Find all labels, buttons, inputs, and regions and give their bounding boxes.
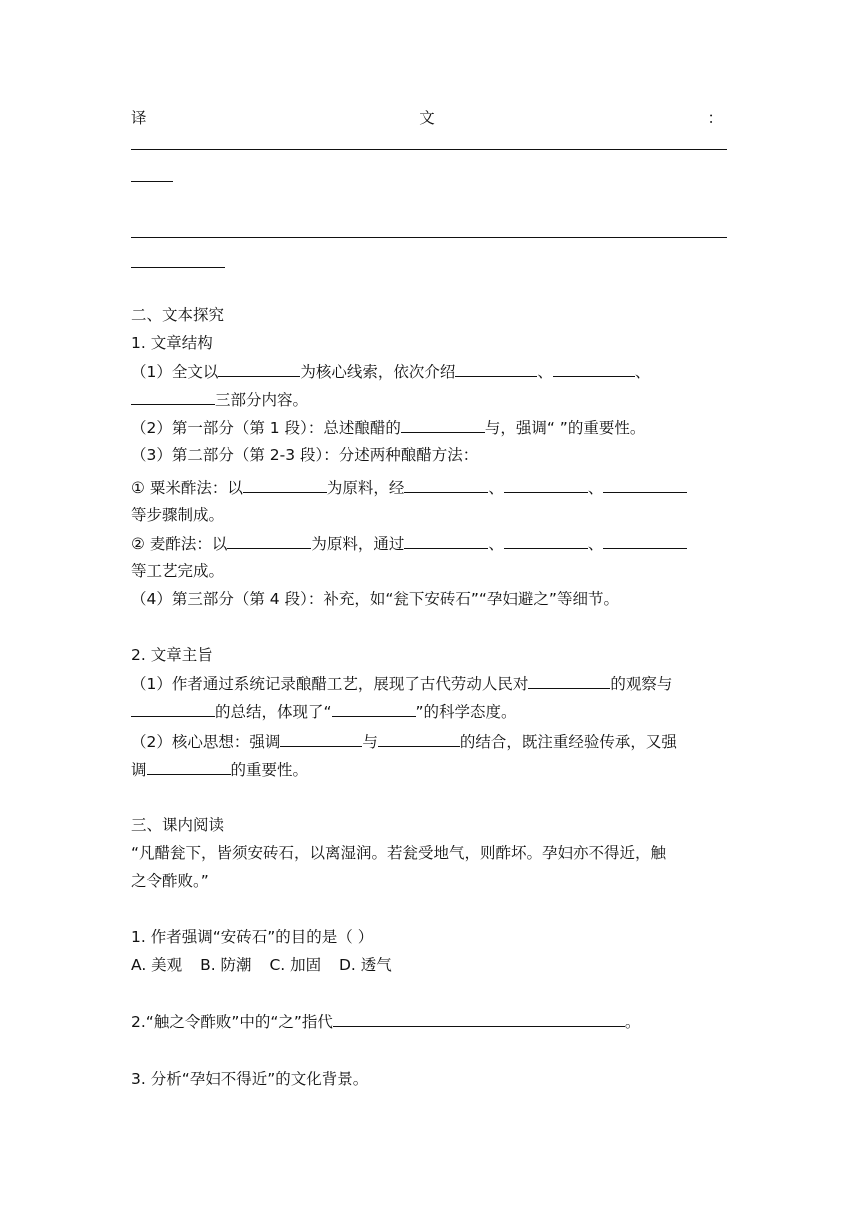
- option-d[interactable]: D. 透气: [339, 956, 392, 974]
- answer-line-2b[interactable]: [131, 266, 225, 268]
- structure-q3: （3）第二部分（第 2-3 段）：分述两种酿醋方法：: [131, 446, 479, 464]
- answer-line-1a[interactable]: [131, 148, 727, 150]
- option-c[interactable]: C. 加固: [269, 956, 322, 974]
- translation-label-colon: ：: [707, 109, 723, 127]
- method1-text-d: 、: [587, 479, 604, 497]
- method1-blank-2[interactable]: [404, 474, 488, 493]
- reading-q1-stem: 1. 作者强调“安砖石”的目的是（ ）: [131, 928, 374, 946]
- method1-line1: [131, 474, 733, 501]
- structure-q1-blank-2[interactable]: [455, 358, 537, 377]
- translation-label-row: [131, 105, 733, 131]
- translation-label-char-1: 译: [131, 109, 147, 127]
- structure-q1-blank-3[interactable]: [553, 358, 635, 377]
- option-a[interactable]: A. 美观: [131, 956, 183, 974]
- theme-q1-text-a: （1）作者通过系统记录酿醋工艺，展现了古代劳动人民对: [131, 675, 529, 693]
- theme-q1-blank-3[interactable]: [332, 698, 416, 717]
- method1-blank-1[interactable]: [243, 474, 327, 493]
- method2-text-b: 为原料，通过: [311, 535, 405, 553]
- method1-text-a: ① 粟米酢法：以: [131, 479, 243, 497]
- structure-q4: （4）第三部分（第 4 段）：补充，如“瓮下安砖石”“孕妇避之”等细节。: [131, 590, 619, 608]
- structure-q2-text-b: 与，强调“ ”的重要性。: [484, 419, 646, 437]
- reading-quote-line1: “凡醋瓮下，皆须安砖石，以离湿润。若瓮受地气，则酢坏。孕妇亦不得近，触: [131, 844, 667, 862]
- reading-q2: [131, 1008, 733, 1035]
- theme-q1-text-b: 的观察与: [610, 675, 673, 693]
- method2-line1: [131, 530, 733, 557]
- theme-q2-text-e: 的重要性。: [230, 761, 309, 779]
- structure-q1-text-b: 为核心线索，依次介绍: [300, 363, 456, 381]
- structure-q1-blank-4[interactable]: [131, 386, 215, 405]
- theme-q2-blank-3[interactable]: [147, 756, 231, 775]
- theme-q2-text-c: 的结合，既注重经验传承，又强: [459, 733, 677, 751]
- structure-q1-line1: [131, 358, 733, 385]
- method1-blank-4[interactable]: [603, 474, 687, 493]
- theme-heading: 2. 文章主旨: [131, 646, 213, 664]
- reading-quote-line2: 之令酢败。”: [131, 872, 209, 890]
- answer-line-1b[interactable]: [131, 180, 173, 182]
- theme-q2-text-a: （2）核心思想：强调: [131, 733, 281, 751]
- section3-heading: 三、课内阅读: [131, 816, 225, 834]
- theme-q1-text-d: ”的科学态度。: [415, 703, 517, 721]
- structure-q2-blank[interactable]: [401, 414, 485, 433]
- structure-q1-text-e: 三部分内容。: [215, 391, 309, 409]
- structure-heading: 1. 文章结构: [131, 334, 213, 352]
- method1-line2: 等步骤制成。: [131, 506, 225, 524]
- reading-q3: 3. 分析“孕妇不得近”的文化背景。: [131, 1070, 369, 1088]
- method1-text-b: 为原料，经: [326, 479, 405, 497]
- answer-line-2a[interactable]: [131, 236, 727, 238]
- method2-text-c: 、: [488, 535, 504, 553]
- reading-q2-text-a: 2.“触之令酢败”中的“之”指代: [131, 1013, 333, 1031]
- structure-q1-line2: [131, 386, 733, 413]
- method2-blank-3[interactable]: [504, 530, 588, 549]
- theme-q2-text-d: 调: [131, 761, 147, 779]
- structure-q1-text-a: （1）全文以: [131, 363, 219, 381]
- theme-q2-line1: [131, 728, 733, 755]
- method2-text-a: ② 麦酢法：以: [131, 535, 228, 553]
- reading-q1-options: [131, 952, 733, 978]
- translation-label-char-2: 文: [419, 109, 435, 127]
- theme-q1-text-c: 的总结，体现了“: [215, 703, 332, 721]
- option-b[interactable]: B. 防潮: [200, 956, 252, 974]
- structure-q2-text-a: （2）第一部分（第 1 段）：总述酿醋的: [131, 419, 401, 437]
- reading-q2-text-b: 。: [624, 1013, 641, 1031]
- structure-q1-blank-1[interactable]: [218, 358, 300, 377]
- theme-q1-blank-1[interactable]: [528, 670, 610, 689]
- theme-q2-line2: [131, 756, 733, 783]
- method2-line2: 等工艺完成。: [131, 562, 225, 580]
- theme-q2-blank-1[interactable]: [280, 728, 362, 747]
- theme-q2-blank-2[interactable]: [378, 728, 460, 747]
- structure-q1-text-d: 、: [634, 363, 651, 381]
- method2-blank-1[interactable]: [227, 530, 311, 549]
- theme-q1-line2: [131, 698, 733, 725]
- method2-blank-2[interactable]: [404, 530, 488, 549]
- method2-text-d: 、: [587, 535, 604, 553]
- reading-q2-blank[interactable]: [333, 1008, 625, 1027]
- structure-q1-text-c: 、: [537, 363, 553, 381]
- method1-blank-3[interactable]: [504, 474, 588, 493]
- theme-q1-line1: [131, 670, 733, 697]
- method2-blank-4[interactable]: [603, 530, 687, 549]
- section2-heading: 二、文本探究: [131, 306, 225, 324]
- structure-q2: [131, 414, 733, 441]
- theme-q1-blank-2[interactable]: [131, 698, 215, 717]
- method1-text-c: 、: [488, 479, 504, 497]
- theme-q2-text-b: 与: [362, 733, 378, 751]
